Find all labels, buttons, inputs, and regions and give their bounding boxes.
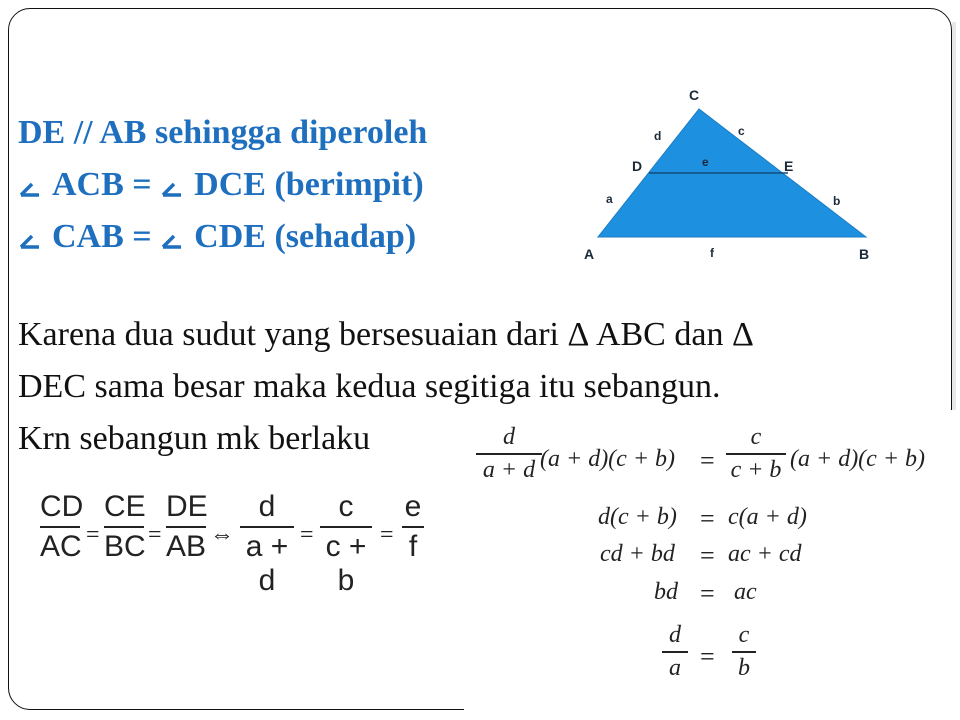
vertex-label-c: C bbox=[689, 87, 700, 103]
numerator: c bbox=[750, 424, 762, 450]
side-label-b: b bbox=[833, 194, 841, 208]
fraction-bar bbox=[402, 526, 424, 528]
fraction bbox=[662, 622, 688, 682]
expression: cd + bd bbox=[600, 541, 675, 567]
statement-line-3 bbox=[18, 220, 416, 254]
numerator: d bbox=[669, 622, 681, 648]
fraction-bar bbox=[476, 453, 542, 455]
expression: d(c + b) bbox=[598, 504, 677, 530]
side-label-a: a bbox=[606, 192, 613, 206]
fraction-bar bbox=[320, 526, 372, 528]
statement-text: CDE (sehadap) bbox=[194, 218, 417, 255]
side-label-e: e bbox=[702, 155, 709, 169]
fraction bbox=[476, 424, 542, 484]
vertex-label-e: E bbox=[784, 158, 794, 174]
equals-sign: = bbox=[700, 446, 715, 475]
vertex-label-a: A bbox=[584, 246, 595, 262]
equals-sign: = bbox=[86, 522, 100, 548]
numerator: d bbox=[258, 490, 276, 523]
fraction-bar bbox=[662, 651, 688, 653]
denominator: c + b bbox=[325, 530, 367, 597]
equals-sign: = bbox=[148, 522, 162, 548]
iff-arrow-icon: ⇔ bbox=[210, 522, 234, 548]
fraction bbox=[402, 490, 424, 564]
equals-sign: = bbox=[300, 522, 314, 548]
side-label-f: f bbox=[710, 246, 714, 260]
angle-icon bbox=[160, 233, 184, 249]
denominator: f bbox=[408, 530, 418, 563]
denominator: AC bbox=[40, 530, 82, 563]
statement-line-2 bbox=[18, 168, 424, 202]
fraction-bar bbox=[240, 526, 294, 528]
equals-sign: = bbox=[700, 642, 715, 671]
equals-sign: = bbox=[700, 504, 715, 533]
statement-text: ACB = bbox=[52, 166, 161, 203]
expression: (a + d)(c + b) bbox=[540, 446, 676, 472]
fraction bbox=[40, 490, 84, 564]
fraction-bar bbox=[40, 526, 80, 528]
fraction-bar bbox=[104, 526, 144, 528]
fraction bbox=[104, 490, 144, 564]
expression: ac bbox=[734, 579, 757, 605]
expression: bd bbox=[654, 579, 678, 605]
fraction bbox=[732, 622, 756, 682]
angle-icon bbox=[18, 233, 42, 249]
expression: ac + cd bbox=[728, 541, 802, 567]
statement-text: DCE (berimpit) bbox=[194, 166, 424, 203]
explanation-line-3: Krn sebangun mk berlaku bbox=[18, 422, 371, 456]
denominator: b bbox=[738, 655, 750, 681]
numerator: DE bbox=[166, 490, 208, 523]
angle-icon bbox=[18, 181, 42, 197]
equals-sign: = bbox=[700, 541, 715, 570]
expression: (a + d)(c + b) bbox=[790, 446, 926, 472]
numerator: e bbox=[404, 490, 422, 523]
explanation-line-1: Karena dua sudut yang bersesuaian dari Δ ABC dan Δ bbox=[18, 316, 754, 353]
numerator: c bbox=[738, 622, 750, 648]
denominator: c + b bbox=[730, 457, 782, 483]
angle-icon bbox=[160, 181, 184, 197]
denominator: a bbox=[669, 655, 681, 681]
derivation-panel bbox=[464, 410, 960, 720]
explanation-line-2: DEC sama besar maka kedua segitiga itu sebangun. bbox=[18, 368, 721, 405]
statement-text: CAB = bbox=[52, 218, 161, 255]
side-label-c: c bbox=[738, 124, 745, 138]
fraction-bar bbox=[166, 526, 206, 528]
numerator: CE bbox=[104, 490, 146, 523]
numerator: c bbox=[338, 490, 354, 523]
vertex-label-b: B bbox=[859, 246, 870, 262]
vertex-label-d: D bbox=[632, 158, 643, 174]
denominator: AB bbox=[166, 530, 207, 563]
statement-line-1: DE // AB sehingga diperoleh bbox=[18, 114, 428, 151]
equals-sign: = bbox=[700, 579, 715, 608]
denominator: a + d bbox=[482, 457, 536, 483]
fraction bbox=[240, 490, 294, 598]
fraction bbox=[166, 490, 206, 564]
ratio-panel bbox=[14, 478, 454, 628]
numerator: CD bbox=[40, 490, 84, 523]
equals-sign: = bbox=[380, 522, 394, 548]
side-label-d: d bbox=[654, 129, 662, 143]
denominator: BC bbox=[104, 530, 146, 563]
fraction bbox=[726, 424, 786, 484]
numerator: d bbox=[503, 424, 515, 450]
expression: c(a + d) bbox=[728, 504, 807, 530]
fraction bbox=[320, 490, 372, 598]
fraction-bar bbox=[726, 453, 786, 455]
fraction-bar bbox=[732, 651, 756, 653]
slide-shadow bbox=[952, 22, 956, 412]
denominator: a + d bbox=[245, 530, 289, 597]
triangle-diagram bbox=[576, 82, 886, 267]
